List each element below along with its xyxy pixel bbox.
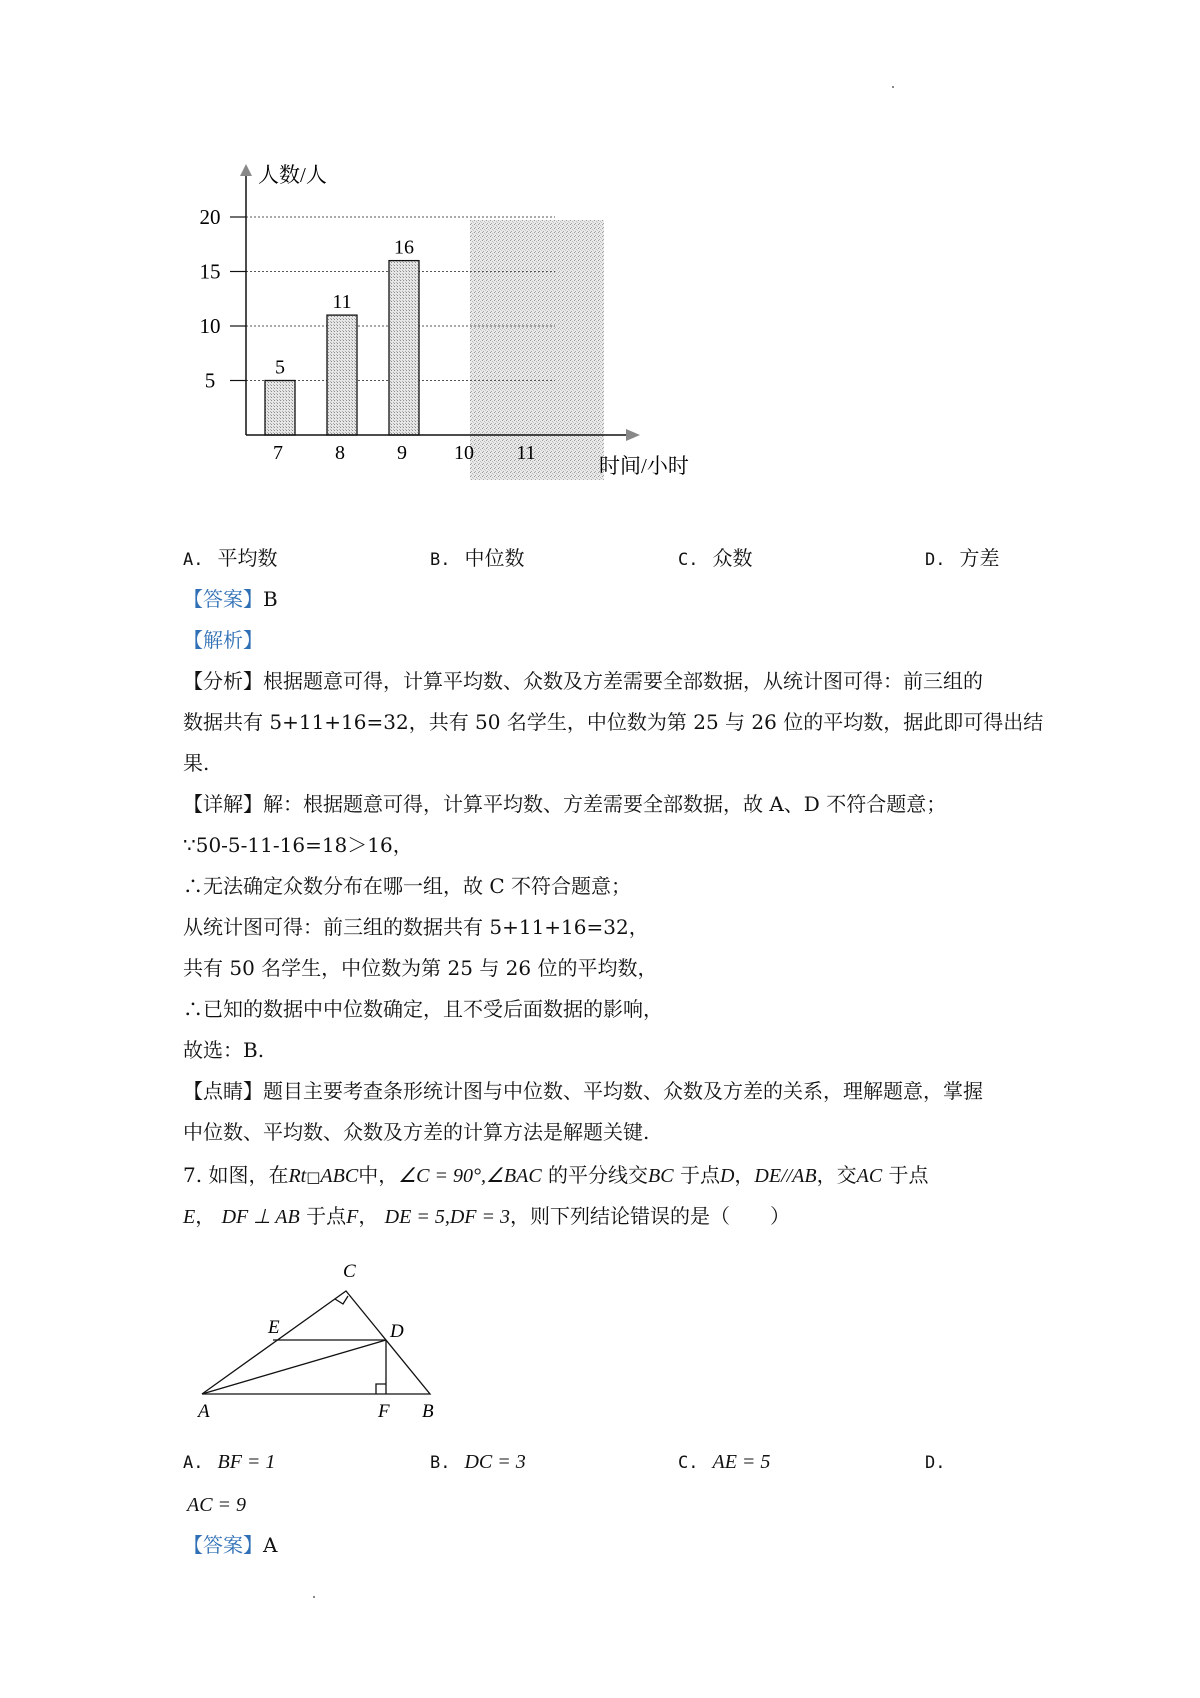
math: D: [719, 1165, 735, 1187]
q7-option-a[interactable]: [183, 1449, 275, 1475]
triangle-abc: [202, 1291, 430, 1394]
x-tick-label: 11: [516, 442, 536, 464]
question-number: 7.: [183, 1163, 203, 1187]
option-letter: B.: [430, 1453, 451, 1473]
obscured-region: [470, 220, 604, 480]
bar-chart: [190, 160, 710, 480]
math: BC: [648, 1165, 674, 1187]
math: DE = 5,DF = 3: [384, 1206, 510, 1228]
dianjing-text: 题目主要考查条形统计图与中位数、平均数、众数及方差的关系，理解题意，掌握: [263, 1079, 983, 1103]
option-letter: C.: [678, 1453, 699, 1473]
math: E: [183, 1206, 196, 1228]
stem-text: ，交: [816, 1163, 857, 1187]
y-tick-label: 15: [199, 259, 221, 284]
q6-option-a[interactable]: [183, 546, 277, 572]
bar-value-label: 16: [394, 236, 414, 259]
answer-value: A: [263, 1533, 278, 1557]
stem-text: 于点: [306, 1204, 347, 1228]
x-tick-label: 7: [273, 442, 283, 464]
y-tick-label: 5: [204, 368, 216, 393]
detail-tag: 【详解】: [183, 792, 263, 816]
q6-option-b[interactable]: [430, 546, 524, 572]
q6-detail-line7: 故选：B.: [183, 1038, 265, 1062]
answer-value: B: [263, 587, 278, 611]
math: ABC: [320, 1165, 359, 1187]
q6-detail-line6: ∴已知的数据中中位数确定，且不受后面数据的影响，: [183, 997, 663, 1021]
q6-detail-line5: 共有 50 名学生，中位数为第 25 与 26 位的平均数，: [183, 956, 658, 980]
q6-answer: [183, 587, 278, 611]
bar-value-label: 5: [275, 356, 285, 379]
q7-option-d[interactable]: [925, 1449, 959, 1475]
triangle-figure: [190, 1255, 450, 1420]
y-tick-label: 20: [199, 205, 221, 229]
right-angle-f: [376, 1384, 386, 1394]
math: DF ⊥ AB: [221, 1206, 300, 1228]
bar-value-label: 11: [332, 291, 352, 314]
q7-answer: [183, 1533, 277, 1557]
q7-stem-line1: [183, 1163, 929, 1189]
x-axis-arrow: [626, 429, 640, 441]
option-math: BF = 1: [217, 1451, 276, 1473]
math: DE//AB: [754, 1165, 817, 1187]
speck: [892, 86, 894, 88]
q7-option-c[interactable]: [678, 1449, 770, 1475]
q6-detail-line2: ∵50-5-11-16=18＞16，: [183, 833, 413, 857]
label-f: F: [378, 1401, 390, 1420]
y-tick-label: 10: [199, 314, 221, 338]
answer-tag: 【答案】: [183, 1533, 263, 1557]
option-math: AE = 5: [712, 1451, 771, 1473]
missing-glyph-box: □: [306, 1168, 321, 1186]
y-axis-label: 人数/人: [258, 163, 327, 187]
label-a: A: [198, 1401, 210, 1420]
q6-analysis-line1: [183, 669, 983, 693]
q6-detail-line3: ∴无法确定众数分布在哪一组，故 C 不符合题意；: [183, 874, 632, 898]
q6-dianjing-line1: [183, 1079, 983, 1103]
option-text: 众数: [712, 546, 753, 570]
math: Rt: [288, 1165, 307, 1187]
label-e: E: [268, 1317, 280, 1338]
q6-option-c[interactable]: [678, 546, 752, 572]
analysis-text: 根据题意可得，计算平均数、众数及方差需要全部数据，从统计图可得：前三组的: [263, 669, 983, 693]
bisector-ad: [202, 1340, 386, 1394]
bar: [389, 261, 419, 435]
label-b: B: [422, 1401, 434, 1420]
option-math: DC = 3: [464, 1451, 526, 1473]
q6-detail-line1: [183, 792, 946, 816]
stem-text: ，: [358, 1204, 379, 1228]
math: F: [346, 1206, 359, 1228]
option-letter: C.: [678, 550, 699, 570]
q6-jiexi-tag: 【解析】: [183, 628, 263, 652]
math: AC: [856, 1165, 883, 1187]
x-tick-label: 9: [397, 442, 407, 464]
q7-stem-line2: [183, 1204, 790, 1229]
detail-text: 解：根据题意可得，计算平均数、方差需要全部数据，故 A、D 不符合题意；: [263, 792, 947, 816]
option-letter: B.: [430, 550, 451, 570]
speck: [313, 1596, 315, 1598]
q6-analysis-line3: 果.: [183, 751, 210, 775]
stem-text: 于点: [888, 1163, 929, 1187]
option-math: AC = 9: [187, 1494, 247, 1516]
option-letter: D.: [925, 1453, 946, 1473]
stem-text: 于点: [679, 1163, 720, 1187]
stem-text: 中，: [358, 1163, 399, 1187]
bar: [265, 381, 295, 436]
q6-detail-line4: 从统计图可得：前三组的数据共有 5+11+16=32，: [183, 915, 649, 939]
label-c: C: [343, 1261, 356, 1282]
math: ∠C = 90°,∠BAC: [398, 1165, 542, 1187]
answer-tag: 【答案】: [183, 587, 263, 611]
stem-text: ，: [195, 1204, 216, 1228]
y-axis-arrow: [240, 164, 252, 176]
q6-option-d[interactable]: [925, 546, 999, 572]
option-letter: A.: [183, 550, 204, 570]
x-tick-label: 10: [454, 442, 474, 464]
option-text: 方差: [959, 546, 1000, 570]
option-text: 中位数: [464, 546, 525, 570]
option-text: 平均数: [217, 546, 278, 570]
q6-dianjing-line2: 中位数、平均数、众数及方差的计算方法是解题关键.: [183, 1120, 650, 1144]
x-axis-label: 时间/小时: [599, 454, 689, 478]
option-letter: A.: [183, 1453, 204, 1473]
q7-option-b[interactable]: [430, 1449, 526, 1475]
q7-option-d-math[interactable]: [187, 1492, 246, 1517]
dianjing-tag: 【点睛】: [183, 1079, 263, 1103]
bar: [327, 315, 357, 435]
label-d: D: [390, 1321, 404, 1342]
analysis-tag: 【分析】: [183, 669, 263, 693]
stem-text: ，则下列结论错误的是（ ）: [509, 1204, 790, 1228]
stem-text: 的平分线交: [548, 1163, 649, 1187]
stem-text: 如图，在: [208, 1163, 289, 1187]
option-letter: D.: [925, 550, 946, 570]
stem-text: ，: [734, 1163, 755, 1187]
q6-analysis-line2: 数据共有 5+11+16=32，共有 50 名学生，中位数为第 25 与 26 位的平均数，据此即可得出结: [183, 710, 1044, 734]
x-tick-label: 8: [335, 442, 345, 464]
